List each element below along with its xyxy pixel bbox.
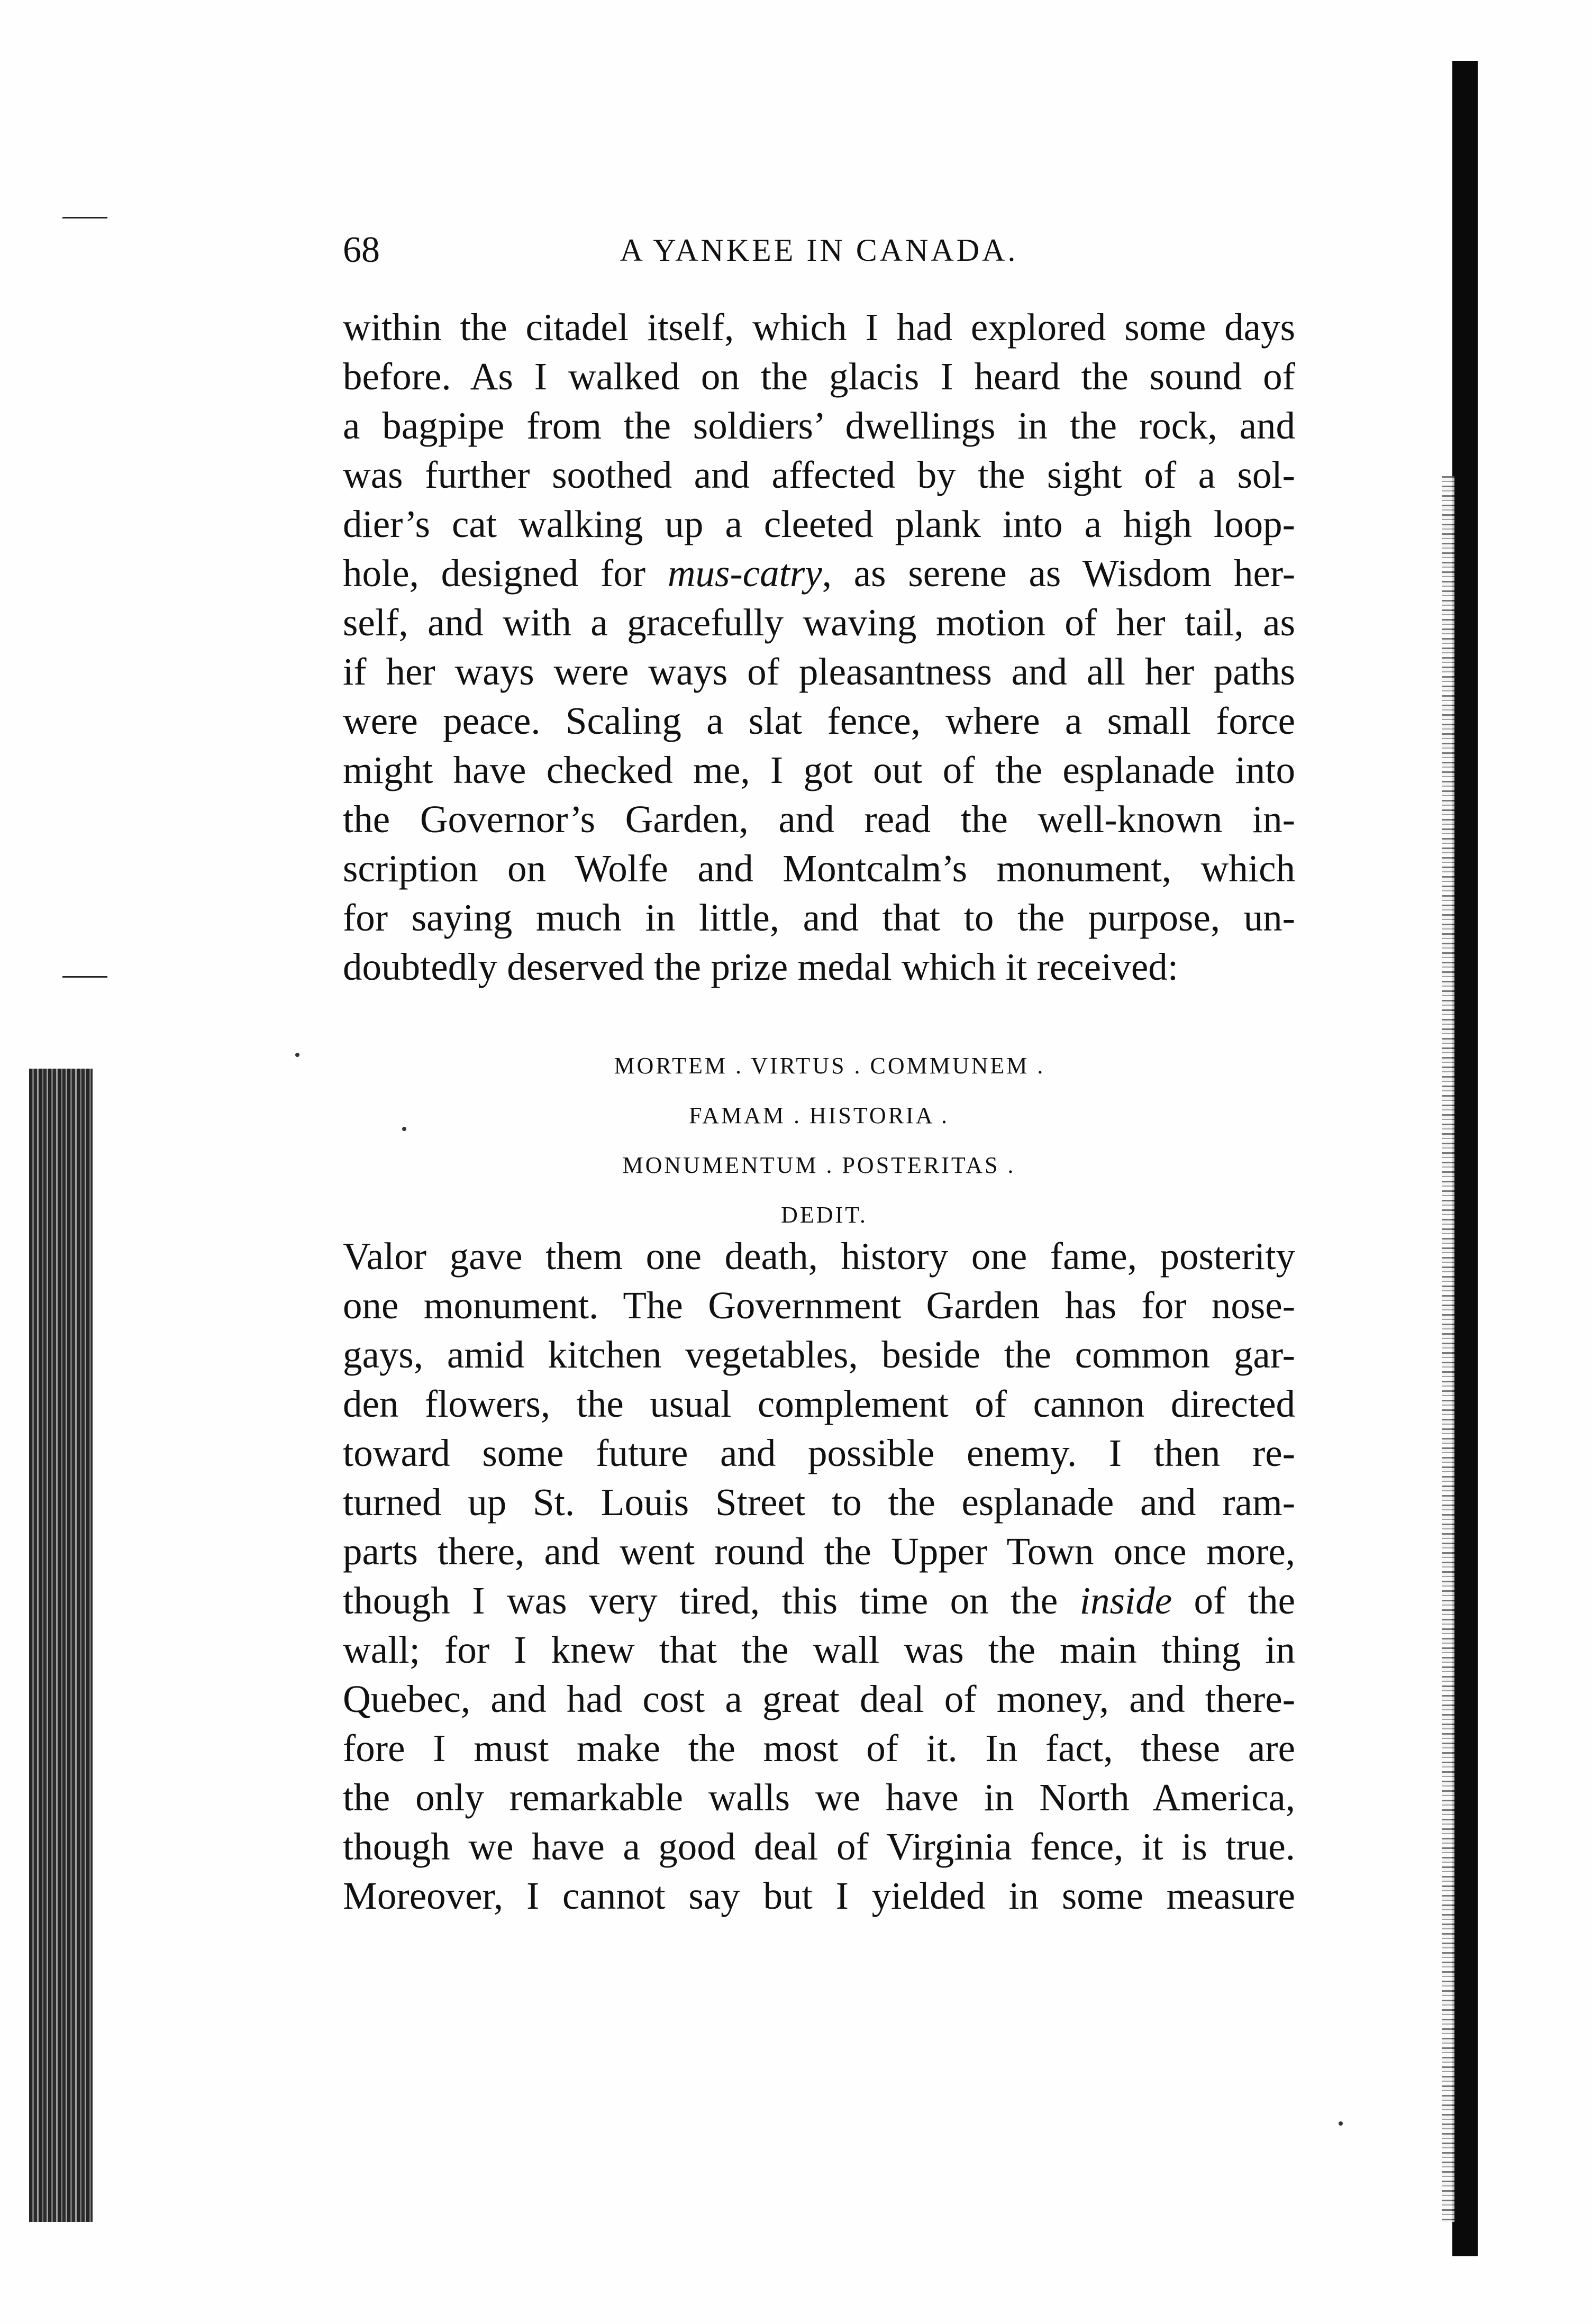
text-line-with-italic: [343, 1576, 1295, 1625]
text-line: turned up St. Louis Street to the esplanade and ram-: [343, 1481, 1295, 1524]
text-line: were peace. Scaling a slat fence, where a small force: [343, 699, 1295, 742]
text-line: if her ways were ways of pleasantness and all her paths: [343, 650, 1295, 693]
page-number: 68: [343, 230, 380, 270]
scan-edge-left: [29, 1069, 93, 2222]
text-line: Quebec, and had cost a great deal of money, and there-: [343, 1678, 1295, 1720]
text-line: Moreover, I cannot say but I yielded in some measure: [343, 1874, 1295, 1917]
text-line: doubtedly deserved the prize medal which it received:: [343, 945, 1179, 988]
text-line: wall; for I knew that the wall was the main thing in: [343, 1628, 1295, 1671]
text-segment: hole, designed for: [343, 552, 668, 595]
inscription-line: MORTEM . VIRTUS . COMMUNEM .: [614, 1053, 1045, 1079]
scan-tick-mark: [62, 976, 107, 978]
text-line: scription on Wolfe and Montcalm’s monument, which: [343, 847, 1295, 890]
text-segment: , as serene as Wisdom her-: [822, 552, 1295, 595]
text-line: Valor gave them one death, history one fame, posterity: [343, 1235, 1295, 1278]
text-line: for saying much in little, and that to the purpose, un-: [343, 896, 1295, 939]
paragraph-1: [343, 303, 1295, 991]
scan-speck: [1339, 2121, 1343, 2126]
inscription-line: FAMAM . HISTORIA .: [688, 1102, 950, 1128]
text-line: within the citadel itself, which I had explored some days: [343, 306, 1295, 349]
text-line: the only remarkable walls we have in North America,: [343, 1776, 1295, 1819]
text-line: toward some future and possible enemy. I then re-: [343, 1432, 1295, 1474]
text-segment: of the: [1172, 1579, 1295, 1622]
text-line: a bagpipe from the soldiers’ dwellings in the rock, and: [343, 404, 1295, 447]
text-line: one monument. The Government Garden has for nose-: [343, 1284, 1295, 1327]
scan-edge-speckle: [1442, 476, 1454, 2222]
text-line: den flowers, the usual complement of cannon directed: [343, 1382, 1295, 1425]
text-line: self, and with a gracefully waving motion of her tail, as: [343, 601, 1295, 644]
inscription-line: MONUMENTUM . POSTERITAS .: [622, 1152, 1016, 1178]
text-line: the Governor’s Garden, and read the well-known in-: [343, 798, 1295, 841]
running-title: A YANKEE IN CANADA.: [620, 233, 1018, 268]
text-line: might have checked me, I got out of the esplanade into: [343, 749, 1295, 791]
text-line: though we have a good deal of Virginia fence, it is true.: [343, 1825, 1295, 1868]
paragraph-2: [343, 1232, 1295, 1920]
italic-word: inside: [1079, 1579, 1172, 1622]
italic-word: mus-catry: [667, 552, 822, 595]
text-line: parts there, and went round the Upper Town once more,: [343, 1530, 1295, 1573]
inscription-line: DEDIT.: [781, 1202, 868, 1228]
scan-edge-right: [1452, 61, 1478, 2256]
text-line: gays, amid kitchen vegetables, beside the common gar-: [343, 1333, 1295, 1376]
text-line: dier’s cat walking up a cleeted plank into a high loop-: [343, 503, 1295, 545]
text-line-with-italic: [343, 549, 1295, 598]
text-line: was further soothed and affected by the sight of a sol-: [343, 453, 1295, 496]
monument-inscription: [343, 1041, 1295, 1240]
scan-speck: [295, 1053, 299, 1057]
text-line: fore I must make the most of it. In fact, these are: [343, 1727, 1295, 1770]
text-segment: though I was very tired, this time on the: [343, 1579, 1080, 1622]
text-line: before. As I walked on the glacis I heard the sound of: [343, 355, 1295, 398]
running-header: [343, 226, 1295, 274]
scan-tick-mark: [62, 217, 107, 218]
